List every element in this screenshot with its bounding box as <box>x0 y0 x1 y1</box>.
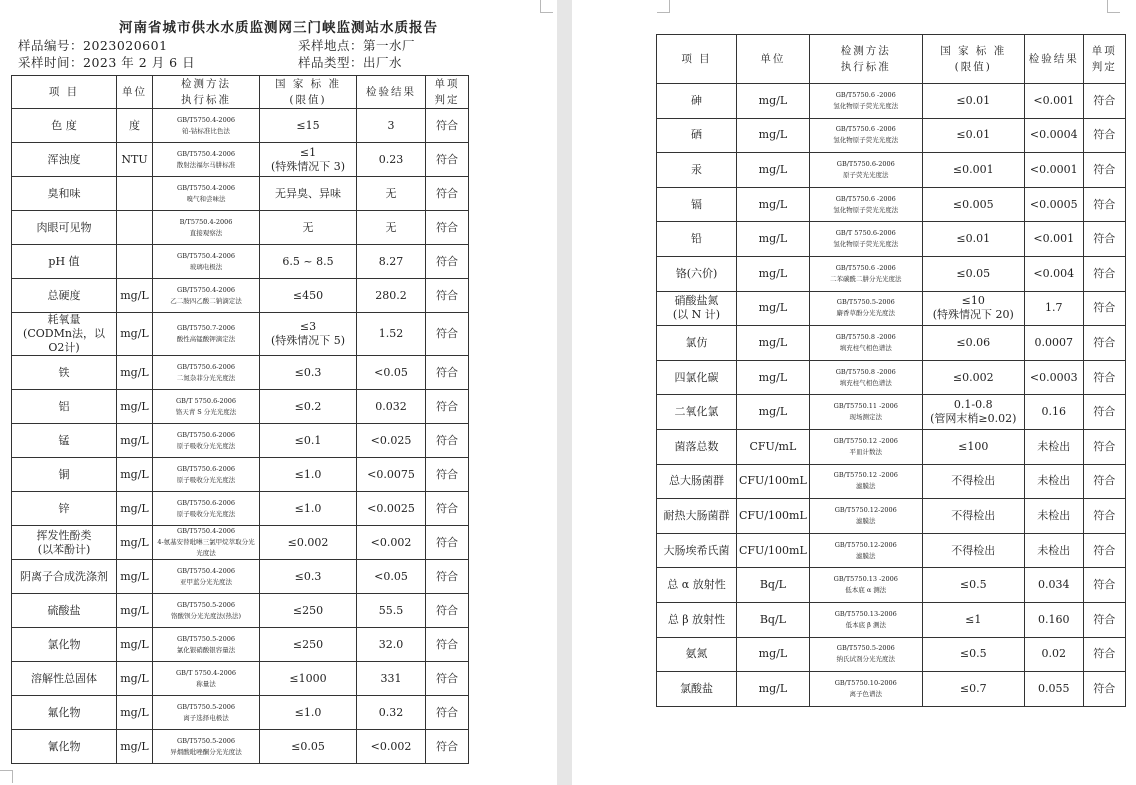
judge-cell: 符合 <box>426 628 469 662</box>
unit-cell: Bq/L <box>737 602 810 637</box>
method-cell: GB/T5750.13-2006 低本底 β 测法 <box>809 602 922 637</box>
table-row <box>657 602 1126 637</box>
unit-cell <box>117 245 153 279</box>
header-judge: 单项 判定 <box>1083 35 1125 84</box>
item-cell: 耗氧量 (CODMn法，以 O2计) <box>12 313 117 356</box>
limit-cell: ≤10 (特殊情况下 20) <box>922 291 1024 326</box>
unit-cell: mg/L <box>737 326 810 361</box>
table-row <box>657 672 1126 707</box>
unit-cell: mg/L <box>117 594 153 628</box>
item-cell: 色 度 <box>12 109 117 143</box>
result-cell: 未检出 <box>1024 429 1083 464</box>
result-cell: 未检出 <box>1024 499 1083 534</box>
result-cell: 8.27 <box>357 245 426 279</box>
item-cell: 铅 <box>657 222 737 257</box>
unit-cell: mg/L <box>117 458 153 492</box>
unit-cell: CFU/100mL <box>737 499 810 534</box>
table-row <box>657 395 1126 430</box>
result-cell: <0.001 <box>1024 222 1083 257</box>
unit-cell: CFU/mL <box>737 429 810 464</box>
table-row <box>657 637 1126 672</box>
item-cell: 二氧化氯 <box>657 395 737 430</box>
table-header-row <box>657 35 1126 84</box>
unit-cell: mg/L <box>117 492 153 526</box>
item-cell: 铁 <box>12 356 117 390</box>
judge-cell: 符合 <box>1083 326 1125 361</box>
water-quality-table-2 <box>656 34 1126 707</box>
limit-cell: ≤1 (特殊情况下 3) <box>260 143 357 177</box>
item-cell: 阴离子合成洗涤剂 <box>12 560 117 594</box>
limit-cell: ≤0.005 <box>922 187 1024 222</box>
limit-cell: ≤15 <box>260 109 357 143</box>
judge-cell: 符合 <box>1083 84 1125 119</box>
header-limit: 国 家 标 准 (限值) <box>260 76 357 109</box>
method-cell: GB/T5750.4-2006 4-氨基安替吡啉三氯甲烷萃取分光光度法 <box>153 526 260 560</box>
limit-cell: ≤0.2 <box>260 390 357 424</box>
unit-cell: mg/L <box>737 291 810 326</box>
judge-cell: 符合 <box>426 313 469 356</box>
limit-cell: ≤0.05 <box>922 256 1024 291</box>
header-result: 检验结果 <box>1024 35 1083 84</box>
unit-cell: mg/L <box>737 637 810 672</box>
limit-cell: ≤250 <box>260 628 357 662</box>
item-cell: 氯化物 <box>12 628 117 662</box>
method-cell: GB/T 5750.6-2006 铬天青 S 分光光度法 <box>153 390 260 424</box>
sample-type-value: 出厂水 <box>363 55 403 70</box>
result-cell: <0.002 <box>357 526 426 560</box>
table-row <box>12 245 469 279</box>
method-cell: GB/T5750.4-2006 玻璃电极法 <box>153 245 260 279</box>
result-cell: 280.2 <box>357 279 426 313</box>
judge-cell: 符合 <box>426 245 469 279</box>
result-cell: 0.02 <box>1024 637 1083 672</box>
table-row <box>12 730 469 764</box>
judge-cell: 符合 <box>1083 222 1125 257</box>
sample-location <box>298 36 415 54</box>
item-cell: 硫酸盐 <box>12 594 117 628</box>
report-page-2 <box>572 0 1136 785</box>
result-cell: 无 <box>357 211 426 245</box>
method-cell: GB/T5750.6 -2006 氢化物原子荧光光度法 <box>809 84 922 119</box>
item-cell: 硝酸盐氮 (以 N 计) <box>657 291 737 326</box>
table-row <box>12 526 469 560</box>
table-row <box>12 177 469 211</box>
sample-number-label: 样品编号： <box>18 38 84 53</box>
unit-cell <box>117 177 153 211</box>
item-cell: 总 α 放射性 <box>657 568 737 603</box>
corner-mark-bottom-left <box>0 770 13 783</box>
method-cell: GB/T5750.4-2006 铂-钴标准比色法 <box>153 109 260 143</box>
limit-cell: ≤0.002 <box>922 360 1024 395</box>
sample-type-label: 样品类型： <box>298 55 364 70</box>
item-cell: 四氯化碳 <box>657 360 737 395</box>
table-row <box>657 153 1126 188</box>
sample-time-label: 采样时间： <box>18 55 84 70</box>
item-cell: 铝 <box>12 390 117 424</box>
sample-location-label: 采样地点： <box>298 38 364 53</box>
method-cell: GB/T5750.10-2006 离子色谱法 <box>809 672 922 707</box>
method-cell: GB/T5750.12 -2006 平皿计数法 <box>809 429 922 464</box>
item-cell: 锌 <box>12 492 117 526</box>
unit-cell: mg/L <box>117 390 153 424</box>
table-row <box>12 492 469 526</box>
table-row <box>657 464 1126 499</box>
judge-cell: 符合 <box>426 594 469 628</box>
result-cell: 55.5 <box>357 594 426 628</box>
judge-cell: 符合 <box>426 730 469 764</box>
judge-cell: 符合 <box>1083 118 1125 153</box>
unit-cell: mg/L <box>117 628 153 662</box>
judge-cell: 符合 <box>426 390 469 424</box>
judge-cell: 符合 <box>426 356 469 390</box>
judge-cell: 符合 <box>1083 256 1125 291</box>
limit-cell: 不得检出 <box>922 533 1024 568</box>
unit-cell: mg/L <box>737 395 810 430</box>
judge-cell: 符合 <box>1083 637 1125 672</box>
method-cell: GB/T5750.5-2006 异烟酸吡唑酮分光光度法 <box>153 730 260 764</box>
item-cell: pH 值 <box>12 245 117 279</box>
limit-cell: 0.1-0.8 (管网末梢≥0.02) <box>922 395 1024 430</box>
unit-cell: CFU/100mL <box>737 533 810 568</box>
method-cell: GB/T5750.5-2006 氯化银硝酸银容量法 <box>153 628 260 662</box>
judge-cell: 符合 <box>1083 464 1125 499</box>
judge-cell: 符合 <box>1083 291 1125 326</box>
item-cell: 浑浊度 <box>12 143 117 177</box>
item-cell: 菌落总数 <box>657 429 737 464</box>
table-row <box>12 143 469 177</box>
method-cell: GB/T5750.5-2006 铬酸钡分光光度法(热法) <box>153 594 260 628</box>
limit-cell: ≤1.0 <box>260 492 357 526</box>
unit-cell: mg/L <box>737 256 810 291</box>
unit-cell: mg/L <box>737 360 810 395</box>
table-row <box>12 109 469 143</box>
method-cell: GB/T5750.5-2006 麝香草酚分光光度法 <box>809 291 922 326</box>
result-cell: 0.0007 <box>1024 326 1083 361</box>
table-row <box>657 187 1126 222</box>
limit-cell: ≤0.3 <box>260 356 357 390</box>
method-cell: GB/T 5750.6-2006 氢化物原子荧光光度法 <box>809 222 922 257</box>
limit-cell: ≤0.01 <box>922 118 1024 153</box>
judge-cell: 符合 <box>1083 153 1125 188</box>
table-header-row <box>12 76 469 109</box>
judge-cell: 符合 <box>426 109 469 143</box>
item-cell: 铜 <box>12 458 117 492</box>
result-cell: 未检出 <box>1024 533 1083 568</box>
result-cell: 3 <box>357 109 426 143</box>
limit-cell: ≤250 <box>260 594 357 628</box>
method-cell: GB/T5750.5-2006 离子选择电极法 <box>153 696 260 730</box>
result-cell: <0.05 <box>357 560 426 594</box>
unit-cell: Bq/L <box>737 568 810 603</box>
table-row <box>657 326 1126 361</box>
method-cell: GB/T5750.6-2006 原子吸收分光光度法 <box>153 424 260 458</box>
judge-cell: 符合 <box>1083 602 1125 637</box>
unit-cell: mg/L <box>737 84 810 119</box>
method-cell: GB/T5750.7-2006 酸性高锰酸钾滴定法 <box>153 313 260 356</box>
unit-cell: mg/L <box>737 222 810 257</box>
result-cell: 0.034 <box>1024 568 1083 603</box>
item-cell: 镉 <box>657 187 737 222</box>
limit-cell: 无 <box>260 211 357 245</box>
sample-time-value: 2023 年 2 月 6 日 <box>83 55 196 70</box>
judge-cell: 符合 <box>426 279 469 313</box>
result-cell: <0.025 <box>357 424 426 458</box>
header-result: 检验结果 <box>357 76 426 109</box>
header-item: 项 目 <box>12 76 117 109</box>
result-cell: <0.0005 <box>1024 187 1083 222</box>
limit-cell: 不得检出 <box>922 464 1024 499</box>
header-method: 检测方法 执行标准 <box>809 35 922 84</box>
item-cell: 氨氮 <box>657 637 737 672</box>
method-cell: GB/T5750.4-2006 亚甲蓝分光光度法 <box>153 560 260 594</box>
item-cell: 氯酸盐 <box>657 672 737 707</box>
limit-cell: ≤0.1 <box>260 424 357 458</box>
method-cell: GB/T5750.6 -2006 氢化物原子荧光光度法 <box>809 187 922 222</box>
limit-cell: 6.5 ~ 8.5 <box>260 245 357 279</box>
judge-cell: 符合 <box>1083 429 1125 464</box>
table-row <box>12 390 469 424</box>
limit-cell: ≤0.3 <box>260 560 357 594</box>
result-cell: 0.32 <box>357 696 426 730</box>
method-cell: GB/T5750.12-2006 滤膜法 <box>809 499 922 534</box>
method-cell: GB/T5750.4-2006 嗅气和尝味法 <box>153 177 260 211</box>
method-cell: GB/T5750.12-2006 滤膜法 <box>809 533 922 568</box>
table-row <box>12 313 469 356</box>
result-cell: 1.7 <box>1024 291 1083 326</box>
result-cell: <0.0004 <box>1024 118 1083 153</box>
table-row <box>12 594 469 628</box>
sample-time <box>18 53 195 71</box>
sample-number <box>18 36 168 54</box>
item-cell: 氟化物 <box>12 696 117 730</box>
limit-cell: 不得检出 <box>922 499 1024 534</box>
item-cell: 挥发性酚类 (以苯酚计) <box>12 526 117 560</box>
limit-cell: ≤1.0 <box>260 458 357 492</box>
limit-cell: ≤0.05 <box>260 730 357 764</box>
limit-cell: ≤0.5 <box>922 568 1024 603</box>
table-row <box>657 222 1126 257</box>
item-cell: 肉眼可见物 <box>12 211 117 245</box>
unit-cell: 度 <box>117 109 153 143</box>
header-unit: 单位 <box>737 35 810 84</box>
limit-cell: ≤0.001 <box>922 153 1024 188</box>
table-row <box>657 84 1126 119</box>
table-row <box>657 499 1126 534</box>
table-row <box>12 628 469 662</box>
judge-cell: 符合 <box>1083 360 1125 395</box>
limit-cell: 无异臭、异味 <box>260 177 357 211</box>
method-cell: GB/T 5750.4-2006 称量法 <box>153 662 260 696</box>
limit-cell: ≤0.002 <box>260 526 357 560</box>
method-cell: GB/T5750.6 -2006 氢化物原子荧光光度法 <box>809 118 922 153</box>
sample-number-value: 2023020601 <box>83 38 168 53</box>
item-cell: 铬(六价) <box>657 256 737 291</box>
table-row <box>12 560 469 594</box>
limit-cell: ≤0.01 <box>922 222 1024 257</box>
table-row <box>12 662 469 696</box>
table-row <box>657 568 1126 603</box>
result-cell: 32.0 <box>357 628 426 662</box>
table-row <box>12 424 469 458</box>
judge-cell: 符合 <box>426 458 469 492</box>
judge-cell: 符合 <box>426 143 469 177</box>
item-cell: 氯仿 <box>657 326 737 361</box>
item-cell: 砷 <box>657 84 737 119</box>
result-cell: 未检出 <box>1024 464 1083 499</box>
corner-mark-top-left <box>657 0 670 13</box>
unit-cell: mg/L <box>117 424 153 458</box>
header-method: 检测方法 执行标准 <box>153 76 260 109</box>
unit-cell <box>117 211 153 245</box>
limit-cell: ≤1.0 <box>260 696 357 730</box>
result-cell: 0.23 <box>357 143 426 177</box>
unit-cell: mg/L <box>117 356 153 390</box>
limit-cell: ≤0.5 <box>922 637 1024 672</box>
method-cell: GB/T5750.6 -2006 二苯碳酰二肼分光光度法 <box>809 256 922 291</box>
judge-cell: 符合 <box>426 424 469 458</box>
unit-cell: mg/L <box>117 662 153 696</box>
result-cell: 无 <box>357 177 426 211</box>
judge-cell: 符合 <box>1083 533 1125 568</box>
result-cell: <0.0001 <box>1024 153 1083 188</box>
result-cell: 1.52 <box>357 313 426 356</box>
method-cell: GB/T5750.13 -2006 低本底 α 测法 <box>809 568 922 603</box>
item-cell: 总大肠菌群 <box>657 464 737 499</box>
header-judge: 单项 判定 <box>426 76 469 109</box>
result-cell: 0.055 <box>1024 672 1083 707</box>
judge-cell: 符合 <box>426 211 469 245</box>
method-cell: GB/T5750.6-2006 原子吸收分光光度法 <box>153 492 260 526</box>
item-cell: 总硬度 <box>12 279 117 313</box>
method-cell: GB/T5750.6-2006 二氮杂菲分光光度法 <box>153 356 260 390</box>
limit-cell: ≤1 <box>922 602 1024 637</box>
unit-cell: mg/L <box>117 560 153 594</box>
unit-cell: mg/L <box>737 153 810 188</box>
unit-cell: mg/L <box>737 187 810 222</box>
judge-cell: 符合 <box>1083 395 1125 430</box>
result-cell: <0.001 <box>1024 84 1083 119</box>
judge-cell: 符合 <box>426 492 469 526</box>
judge-cell: 符合 <box>426 526 469 560</box>
limit-cell: ≤450 <box>260 279 357 313</box>
result-cell: 331 <box>357 662 426 696</box>
table-row <box>12 211 469 245</box>
method-cell: GB/T5750.12 -2006 滤膜法 <box>809 464 922 499</box>
judge-cell: 符合 <box>426 662 469 696</box>
limit-cell: ≤0.7 <box>922 672 1024 707</box>
item-cell: 锰 <box>12 424 117 458</box>
report-title: 河南省城市供水水质监测网三门峡监测站水质报告 <box>119 20 438 36</box>
method-cell: GB/T5750.6-2006 原子吸收分光光度法 <box>153 458 260 492</box>
judge-cell: 符合 <box>426 560 469 594</box>
item-cell: 硒 <box>657 118 737 153</box>
water-quality-table-1 <box>11 75 469 764</box>
table-row <box>12 458 469 492</box>
table-row <box>657 291 1126 326</box>
result-cell: <0.002 <box>357 730 426 764</box>
result-cell: 0.16 <box>1024 395 1083 430</box>
method-cell: GB/T5750.8 -2006 填充柱气相色谱法 <box>809 360 922 395</box>
unit-cell: mg/L <box>737 118 810 153</box>
item-cell: 耐热大肠菌群 <box>657 499 737 534</box>
judge-cell: 符合 <box>1083 187 1125 222</box>
method-cell: GB/T5750.4-2006 乙二胺四乙酸二钠滴定法 <box>153 279 260 313</box>
unit-cell: mg/L <box>117 526 153 560</box>
item-cell: 臭和味 <box>12 177 117 211</box>
limit-cell: ≤0.06 <box>922 326 1024 361</box>
corner-mark-top-right <box>540 0 553 13</box>
unit-cell: mg/L <box>117 279 153 313</box>
table-row <box>657 360 1126 395</box>
item-cell: 汞 <box>657 153 737 188</box>
table-row <box>657 533 1126 568</box>
sample-type <box>298 53 402 71</box>
item-cell: 氰化物 <box>12 730 117 764</box>
corner-mark-top-right <box>1107 0 1120 13</box>
unit-cell: mg/L <box>117 730 153 764</box>
unit-cell: mg/L <box>737 672 810 707</box>
unit-cell: mg/L <box>117 313 153 356</box>
table-row <box>12 279 469 313</box>
unit-cell: NTU <box>117 143 153 177</box>
limit-cell: ≤3 (特殊情况下 5) <box>260 313 357 356</box>
unit-cell: CFU/100mL <box>737 464 810 499</box>
report-page-1 <box>0 0 557 785</box>
method-cell: GB/T5750.6-2006 原子荧光光度法 <box>809 153 922 188</box>
method-cell: GB/T5750.8 -2006 填充柱气相色谱法 <box>809 326 922 361</box>
table-row <box>12 696 469 730</box>
item-cell: 溶解性总固体 <box>12 662 117 696</box>
item-cell: 大肠埃希氏菌 <box>657 533 737 568</box>
header-item: 项 目 <box>657 35 737 84</box>
table-row <box>657 429 1126 464</box>
item-cell: 总 β 放射性 <box>657 602 737 637</box>
result-cell: <0.004 <box>1024 256 1083 291</box>
method-cell: GB/T5750.5-2006 纳氏试剂分光光度法 <box>809 637 922 672</box>
method-cell: GB/T5750.11 -2006 现场测定法 <box>809 395 922 430</box>
result-cell: <0.0003 <box>1024 360 1083 395</box>
table-row <box>657 256 1126 291</box>
judge-cell: 符合 <box>426 177 469 211</box>
unit-cell: mg/L <box>117 696 153 730</box>
table-row <box>12 356 469 390</box>
table-row <box>657 118 1126 153</box>
sample-location-value: 第一水厂 <box>363 38 416 53</box>
judge-cell: 符合 <box>1083 499 1125 534</box>
result-cell: 0.160 <box>1024 602 1083 637</box>
header-unit: 单位 <box>117 76 153 109</box>
method-cell: B/T5750.4-2006 直接观察法 <box>153 211 260 245</box>
header-limit: 国 家 标 准 (限值) <box>922 35 1024 84</box>
result-cell: <0.0075 <box>357 458 426 492</box>
limit-cell: ≤1000 <box>260 662 357 696</box>
result-cell: 0.032 <box>357 390 426 424</box>
result-cell: <0.0025 <box>357 492 426 526</box>
judge-cell: 符合 <box>1083 568 1125 603</box>
result-cell: <0.05 <box>357 356 426 390</box>
judge-cell: 符合 <box>426 696 469 730</box>
method-cell: GB/T5750.4-2006 散射法福尔马肼标准 <box>153 143 260 177</box>
limit-cell: ≤0.01 <box>922 84 1024 119</box>
judge-cell: 符合 <box>1083 672 1125 707</box>
limit-cell: ≤100 <box>922 429 1024 464</box>
